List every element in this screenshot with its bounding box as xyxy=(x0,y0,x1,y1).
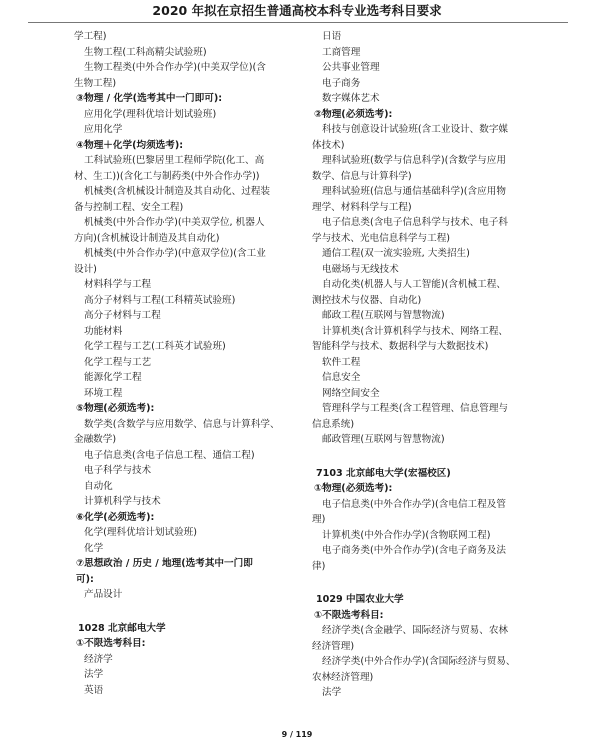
section-gap xyxy=(312,574,534,584)
subject-requirement: ⑦思想政治 / 历史 / 地理(选考其中一门即 xyxy=(76,558,253,569)
major-line: 信息安全 xyxy=(322,372,361,383)
major-line: 计算机类(中外合作办学)(含物联网工程) xyxy=(322,529,491,541)
major-line-continuation: 律) xyxy=(312,560,326,572)
major-line: 计算机类(含计算机科学与技术、网络工程、 xyxy=(322,325,509,337)
major-line: 生物工程(工科高精尖试验班) xyxy=(84,46,207,58)
major-line: 理科试验班(信息与通信基础科学)(含应用物 xyxy=(322,186,506,197)
major-line: 科技与创意设计试验班(含工业设计、数字媒 xyxy=(322,124,509,135)
major-line-continuation: 材、生工))(含化工与制药类(中外合作办学)) xyxy=(74,170,260,182)
major-line: 经济学 xyxy=(84,653,113,665)
major-line: 自动化 xyxy=(84,480,113,492)
major-line: 经济学类(含金融学、国际经济与贸易、农林 xyxy=(322,625,509,636)
major-line: 计算机科学与技术 xyxy=(84,496,161,507)
major-line-continuation: 备与控制工程、安全工程) xyxy=(74,201,184,213)
major-line: 电子商务 xyxy=(322,77,361,89)
major-line: 机械类(含机械设计制造及其自动化、过程装 xyxy=(84,186,271,197)
left-column xyxy=(74,29,296,698)
major-line: 工科试验班(巴黎居里工程师学院(化工、高 xyxy=(84,155,265,166)
major-line: 电子信息类(中外合作办学)(含电信工程及管 xyxy=(322,498,506,510)
page-title: 2020 年拟在京招生普通高校本科专业选考科目要求 xyxy=(152,3,442,18)
major-line: 生物工程类(中外合作办学)(中美双学位)(含 xyxy=(84,62,266,73)
major-line: 数学类(含数学与应用数学、信息与计算科学、 xyxy=(84,418,280,430)
major-line: 高分子材料与工程 xyxy=(84,310,161,321)
major-line-continuation: 体技术) xyxy=(312,139,345,151)
major-line: 经济学类(中外合作办学)(含国际经济与贸易、 xyxy=(322,656,516,667)
major-line: 化学 xyxy=(84,542,104,554)
major-line: 通信工程(双一流实验班, 大类招生) xyxy=(322,248,470,259)
major-line-continuation: 方向)(含机械设计制造及其自动化) xyxy=(74,232,220,244)
subject-requirement: 可): xyxy=(76,573,94,585)
major-line-continuation: 金融数学) xyxy=(74,434,117,445)
page-number: 9 / 119 xyxy=(281,730,313,739)
major-line: 理科试验班(数学与信息科学)(含数学与应用 xyxy=(322,155,506,166)
major-line: 电子商务类(中外合作办学)(含电子商务及法 xyxy=(322,545,506,556)
major-line: 邮政管理(互联网与智慧物流) xyxy=(322,434,445,445)
major-line-continuation: 农林经济管理) xyxy=(312,671,374,683)
major-line: 材料科学与工程 xyxy=(84,279,152,290)
university-heading: 1029 中国农业大学 xyxy=(316,594,404,605)
major-line: 机械类(中外合作办学)(中意双学位)(含工业 xyxy=(84,248,266,259)
major-line: 化学工程与工艺(工科英才试验班) xyxy=(84,341,226,352)
major-line: 法学 xyxy=(84,669,104,680)
subject-requirement: ①物理(必须选考): xyxy=(314,483,393,494)
major-line: 化学工程与工艺 xyxy=(84,356,152,368)
major-line: 软件工程 xyxy=(322,356,361,368)
university-heading: 1028 北京邮电大学 xyxy=(78,622,166,634)
major-line: 电子信息类(含电子信息科学与技术、电子科 xyxy=(322,217,509,228)
major-line: 环境工程 xyxy=(84,387,123,399)
major-line: 公共事业管理 xyxy=(322,62,380,73)
subject-requirement: ①不限选考科目: xyxy=(314,609,384,621)
major-line: 网络空间安全 xyxy=(322,387,380,399)
major-line: 功能材料 xyxy=(84,325,123,337)
major-line-continuation: 数学、信息与计算科学) xyxy=(312,170,412,182)
major-line-continuation: 学工程) xyxy=(74,31,107,42)
major-line-continuation: 学与技术、光电信息科学与工程) xyxy=(312,232,451,244)
major-line-continuation: 理学、材料科学与工程) xyxy=(312,201,412,213)
major-line: 电子信息类(含电子信息工程、通信工程) xyxy=(84,449,255,461)
major-line-continuation: 生物工程) xyxy=(74,77,117,89)
subject-requirement: ⑤物理(必须选考): xyxy=(76,403,155,414)
subject-requirement: ②物理(必须选考): xyxy=(314,108,393,120)
major-line: 产品设计 xyxy=(84,589,123,600)
subject-requirement: ⑥化学(必须选考): xyxy=(76,511,155,523)
major-line: 管理科学与工程类(含工程管理、信息管理与 xyxy=(322,403,509,414)
major-line-continuation: 经济管理) xyxy=(312,640,355,652)
major-line: 应用化学(理科优培计划试验班) xyxy=(84,108,217,120)
major-line: 邮政工程(互联网与智慧物流) xyxy=(322,310,445,321)
major-line: 电子科学与技术 xyxy=(84,465,152,476)
right-column xyxy=(312,29,534,701)
section-gap xyxy=(74,603,296,613)
major-line: 电磁场与无线技术 xyxy=(322,263,399,275)
major-line: 化学(理科优培计划试验班) xyxy=(84,527,198,538)
university-heading: 7103 北京邮电大学(宏福校区) xyxy=(316,467,451,479)
major-line-continuation: 信息系统) xyxy=(312,418,355,430)
subject-requirement: ④物理＋化学(均须选考): xyxy=(76,139,184,151)
major-line: 日语 xyxy=(322,31,342,42)
major-line: 应用化学 xyxy=(84,124,123,135)
major-line-continuation: 测控技术与仪器、自动化) xyxy=(312,294,422,306)
major-line-continuation: 智能科学与技术、数据科学与大数据技术) xyxy=(312,341,489,352)
major-line: 自动化类(机器人与人工智能)(含机械工程、 xyxy=(322,279,506,290)
major-line-continuation: 设计) xyxy=(74,263,97,275)
header-divider xyxy=(28,22,568,23)
subject-requirement: ①不限选考科目: xyxy=(76,638,146,649)
section-gap xyxy=(312,448,534,458)
major-line: 能源化学工程 xyxy=(84,372,142,383)
major-line: 高分子材料与工程(工科精英试验班) xyxy=(84,294,236,306)
major-line-continuation: 理) xyxy=(312,514,326,525)
major-line: 法学 xyxy=(322,687,342,698)
major-line: 英语 xyxy=(84,684,104,696)
major-line: 机械类(中外合作办学)(中美双学位, 机器人 xyxy=(84,217,265,228)
major-line: 数字媒体艺术 xyxy=(322,93,380,104)
major-line: 工商管理 xyxy=(322,46,361,58)
subject-requirement: ③物理 / 化学(选考其中一门即可): xyxy=(76,93,223,104)
